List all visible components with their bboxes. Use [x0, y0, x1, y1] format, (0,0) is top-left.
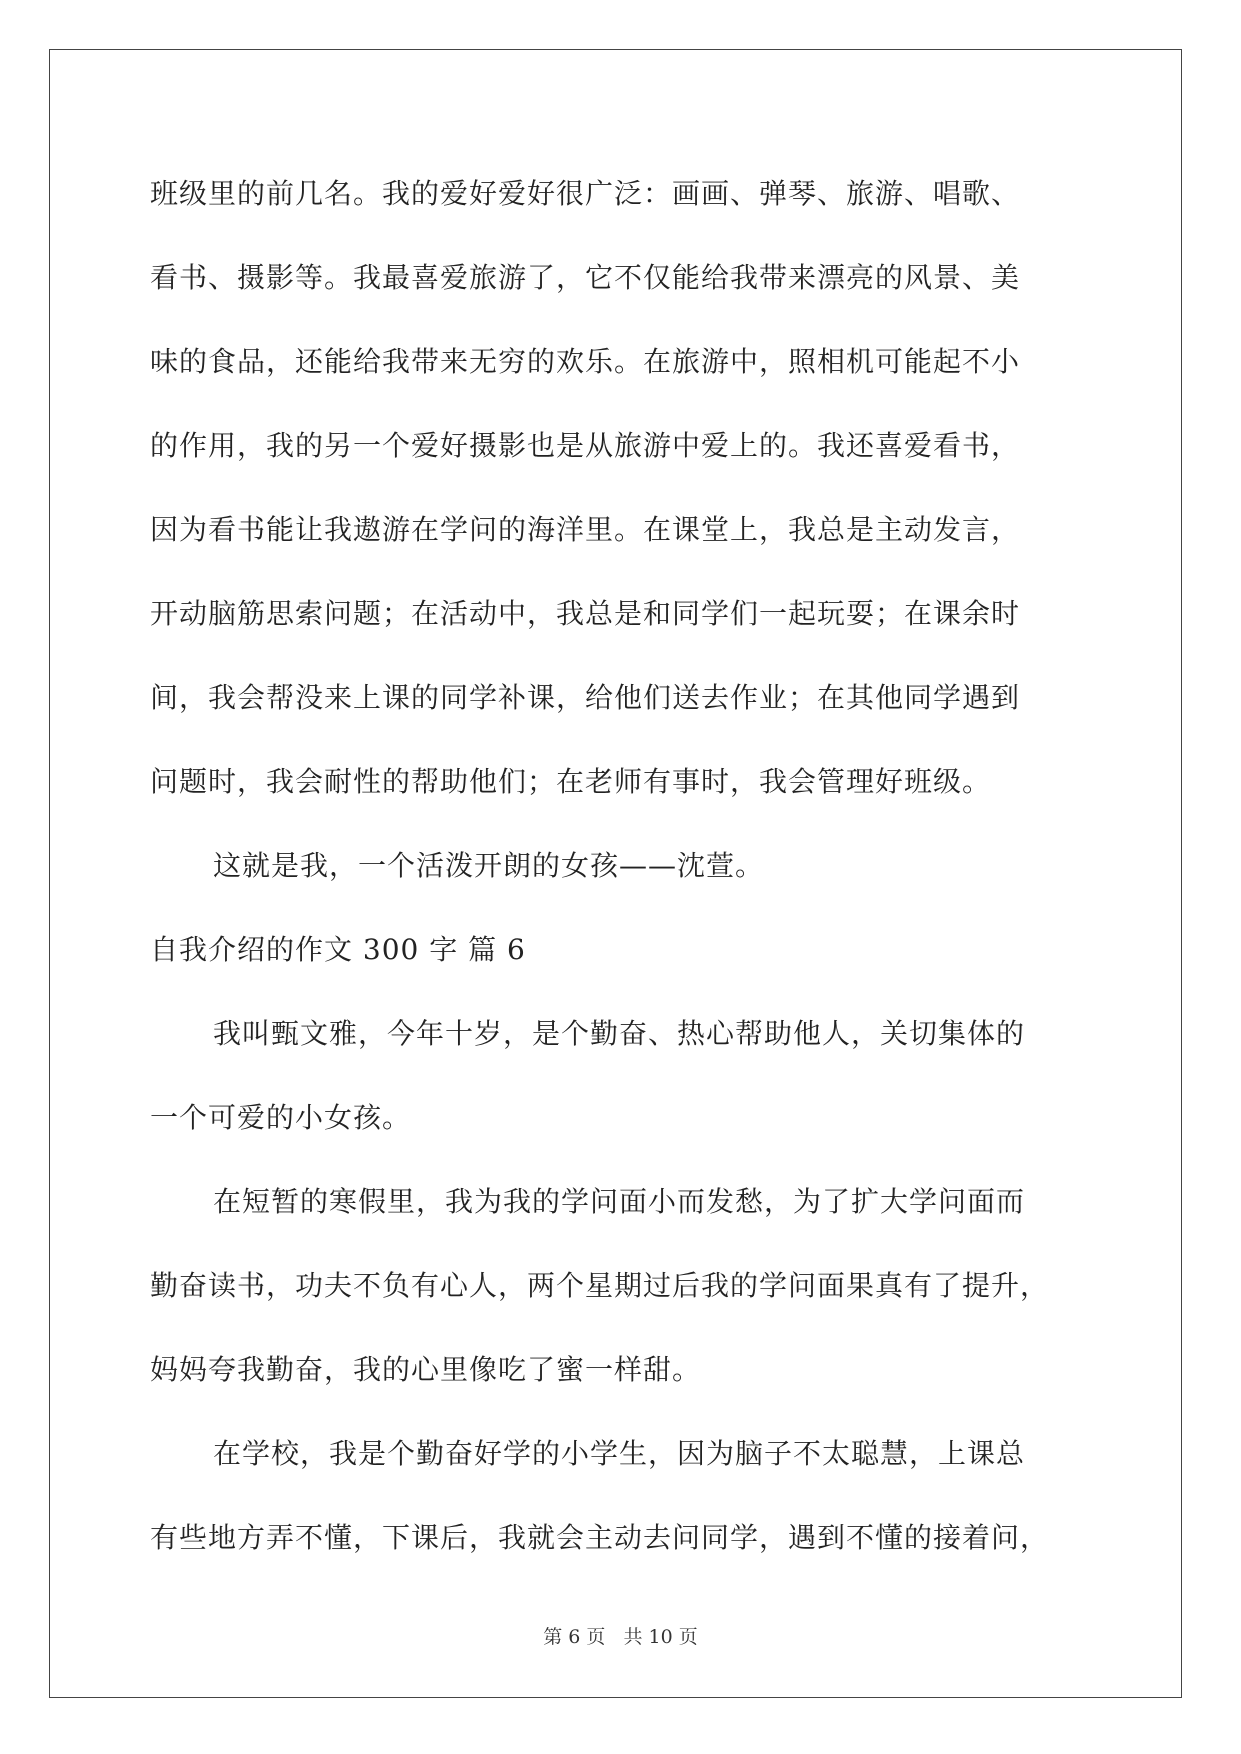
document-body: [150, 152, 1090, 1580]
page-number-total: 共 10 页: [623, 1626, 698, 1648]
text-line-4: 的作用，我的另一个爱好摄影也是从旅游中爱上的。我还喜爱看书，: [150, 429, 1021, 462]
section-heading: 自我介绍的作文 300 字 篇 6: [150, 933, 526, 966]
text-line-15: 妈妈夸我勤奋，我的心里像吃了蜜一样甜。: [150, 1353, 702, 1386]
text-line-2: 看书、摄影等。我最喜爱旅游了，它不仅能给我带来漂亮的风景、美: [150, 261, 1021, 294]
text-line-11: 我叫甄文雅，今年十岁，是个勤奋、热心帮助他人，关切集体的: [213, 1017, 1026, 1050]
text-line-6: 开动脑筋思索问题；在活动中，我总是和同学们一起玩耍；在课余时: [150, 597, 1021, 630]
text-line-16: 在学校，我是个勤奋好学的小学生，因为脑子不太聪慧，上课总: [213, 1437, 1026, 1470]
text-line-5: 因为看书能让我遨游在学问的海洋里。在课堂上，我总是主动发言，: [150, 513, 1021, 546]
text-line-7: 间，我会帮没来上课的同学补课，给他们送去作业；在其他同学遇到: [150, 681, 1021, 714]
text-line-13: 在短暂的寒假里，我为我的学问面小而发愁，为了扩大学问面而: [213, 1185, 1026, 1218]
text-line-1: 班级里的前几名。我的爱好爱好很广泛：画画、弹琴、旅游、唱歌、: [150, 177, 1021, 210]
text-line-9: 这就是我，一个活泼开朗的女孩——沈萱。: [213, 849, 765, 882]
text-line-14: 勤奋读书，功夫不负有心人，两个星期过后我的学问面果真有了提升，: [150, 1269, 1050, 1302]
text-line-8: 问题时，我会耐性的帮助他们；在老师有事时，我会管理好班级。: [150, 765, 992, 798]
text-line-3: 味的食品，还能给我带来无穷的欢乐。在旅游中，照相机可能起不小: [150, 345, 1021, 378]
page-number-current: 第 6 页: [543, 1626, 606, 1648]
text-line-17: 有些地方弄不懂，下课后，我就会主动去问同学，遇到不懂的接着问，: [150, 1521, 1050, 1554]
page-footer: [0, 1622, 1241, 1649]
text-line-12: 一个可爱的小女孩。: [150, 1101, 412, 1134]
